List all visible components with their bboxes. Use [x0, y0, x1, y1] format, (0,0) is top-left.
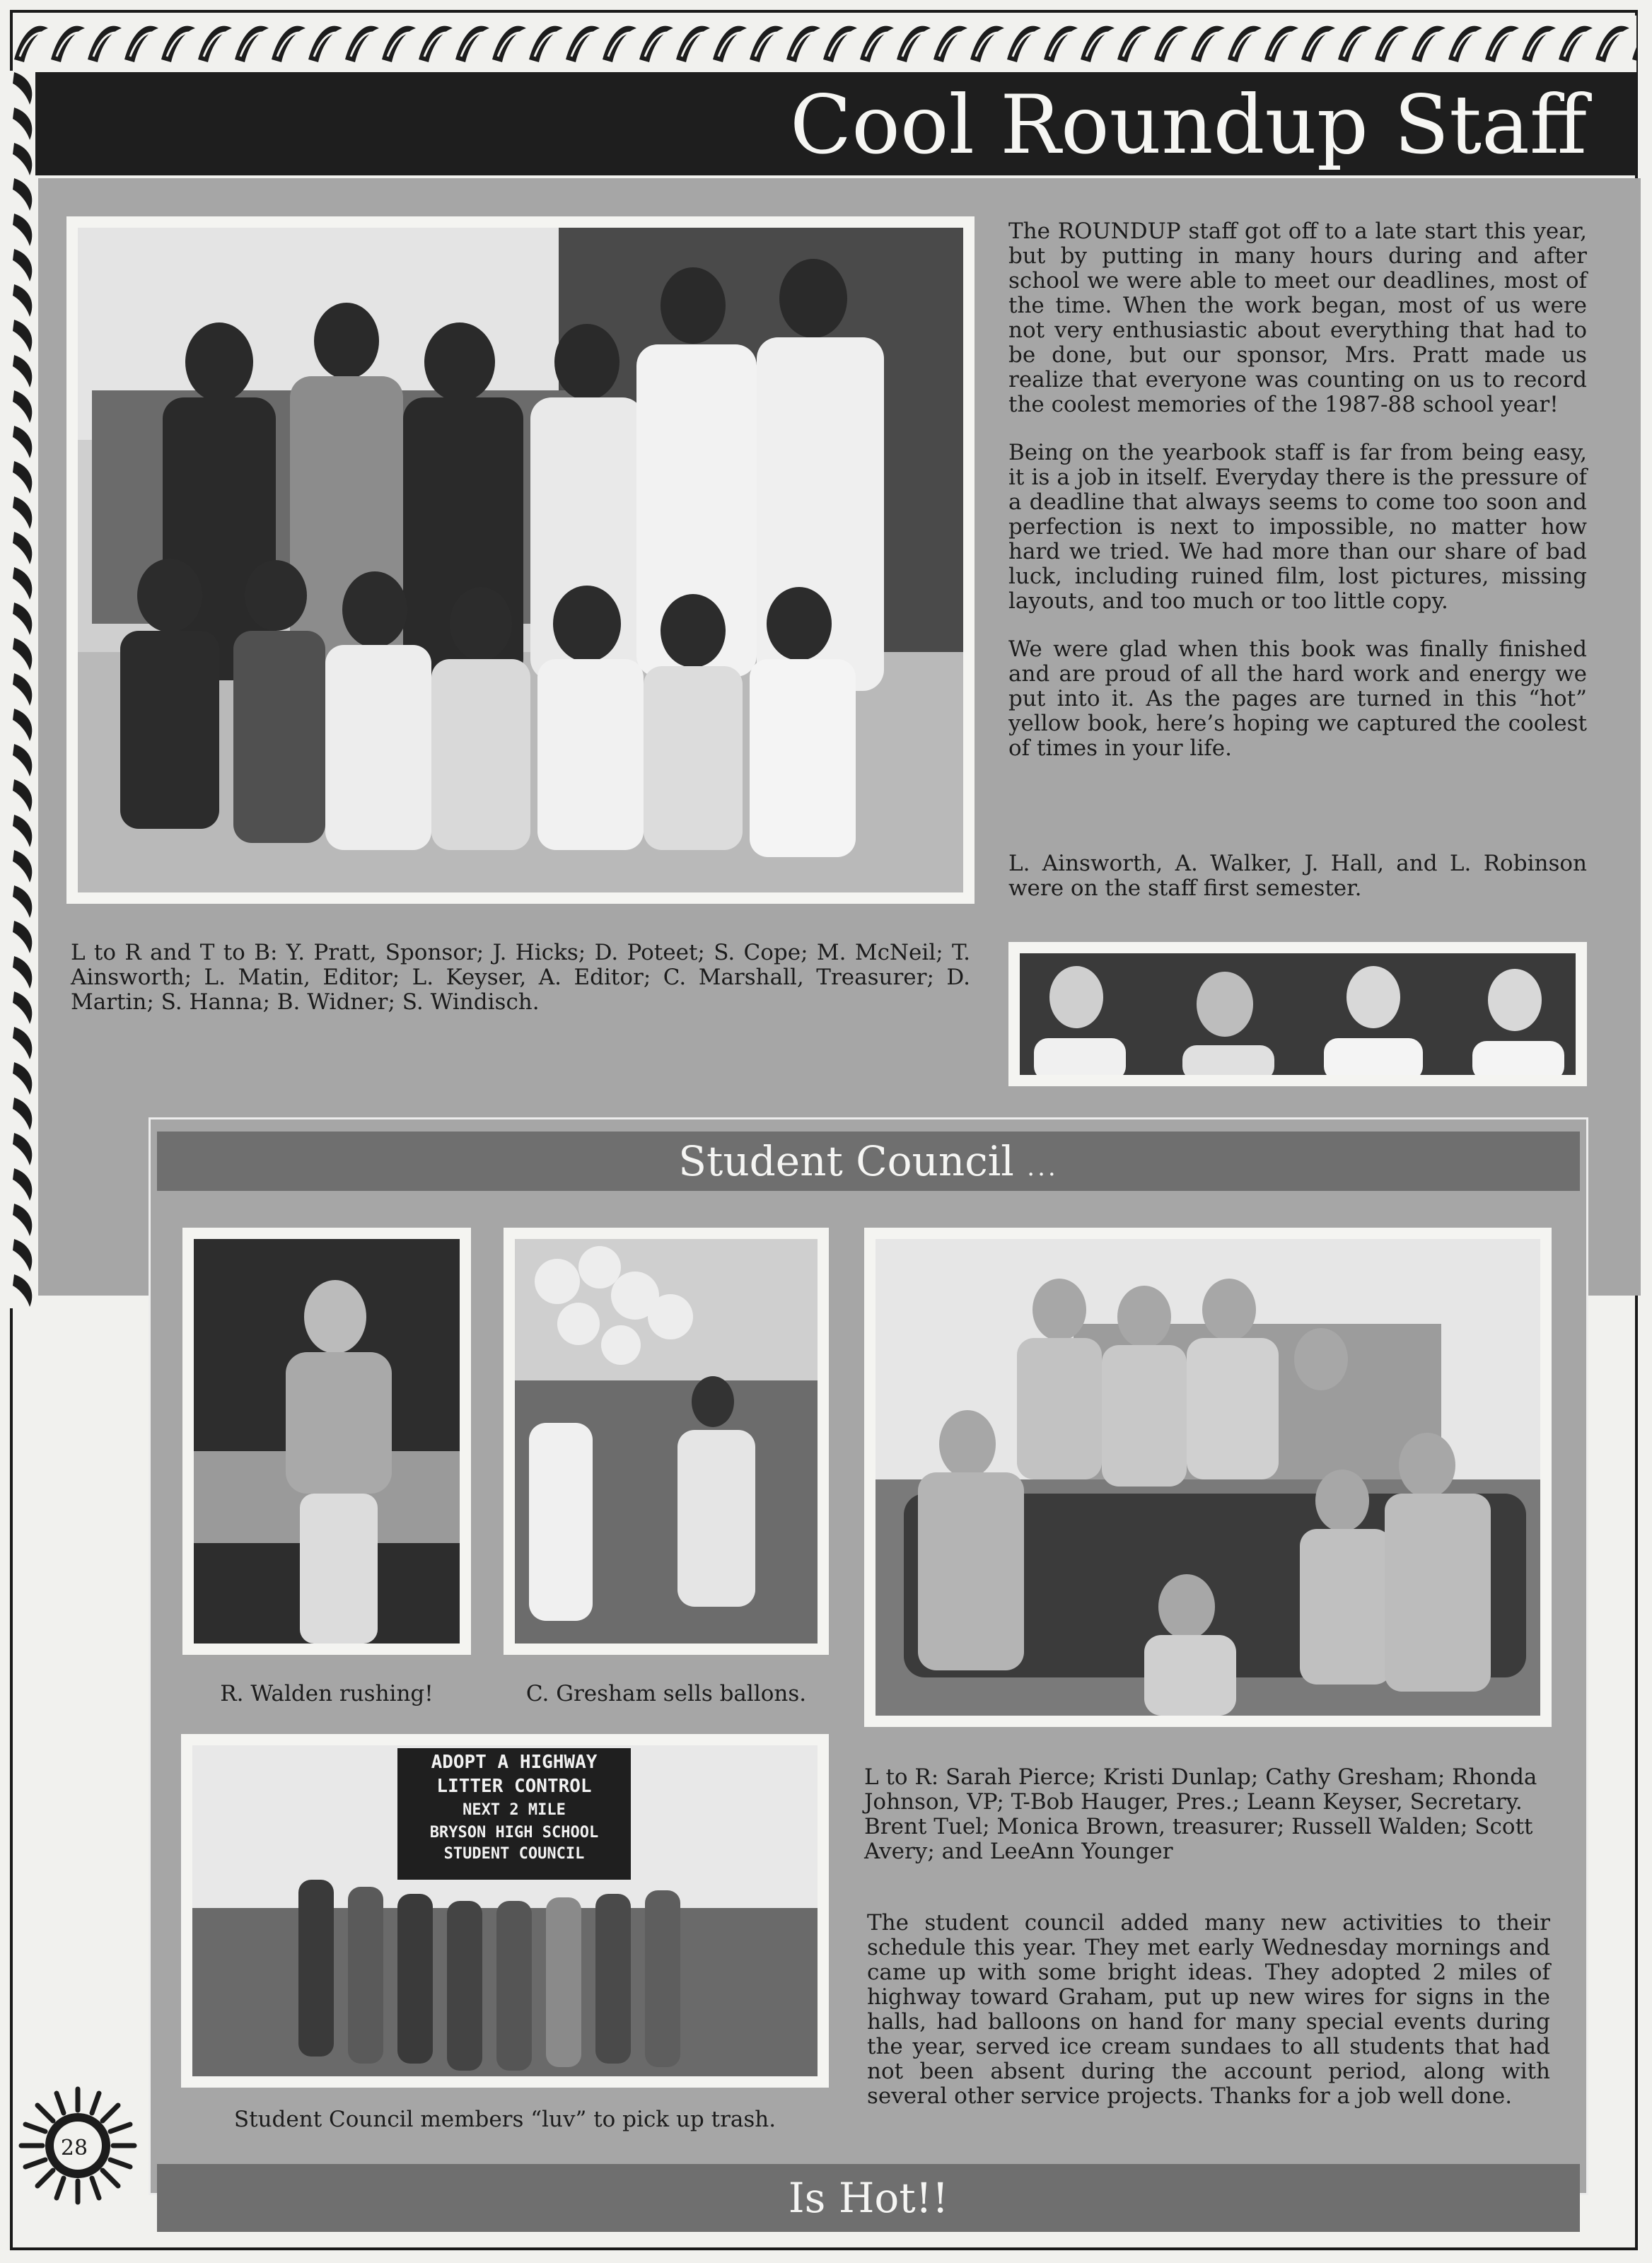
walden-photo	[182, 1228, 471, 1655]
roundup-article	[1008, 219, 1587, 784]
student-council-title: Student Council	[678, 1137, 1014, 1185]
first-semester-caption: L. Ainsworth, A. Walker, J. Hall, and L. Robinson were on the staff first semester.	[1008, 851, 1587, 901]
heading-dots: ...	[1027, 1153, 1059, 1182]
council-paragraph: The student council added many new activities to their schedule this year. They met early Wednesday mornings and came up with some bright ideas. They adopted 2 miles of highway toward Graham, put up new wires for signs in the halls, had balloons on hand for many special events during the year, served ice cream sundaes to all students that had not been absent during the account period, along with several other service projects. Thanks for a job well done.	[867, 1910, 1550, 2109]
highway-cleanup-photo	[181, 1734, 829, 2088]
student-council-heading	[157, 1132, 1580, 1191]
walden-caption: R. Walden rushing!	[220, 1681, 434, 1706]
gresham-caption: C. Gresham sells ballons.	[525, 1681, 807, 1706]
gresham-balloons-photo	[504, 1228, 829, 1655]
highway-caption: Student Council members “luv” to pick up trash.	[233, 2107, 776, 2132]
page-number: 28	[60, 2136, 88, 2160]
rope-border-top	[13, 16, 1636, 72]
first-semester-photo	[1008, 942, 1587, 1086]
council-article	[867, 1911, 1550, 2132]
roundup-paragraph-3: We were glad when this book was finally finished and are proud of all the hard work and energy we put into it. As the pages are turned in this “hot” yellow book, here’s hoping we captured the coolest of times in your life.	[1008, 636, 1587, 761]
council-group-photo	[864, 1228, 1552, 1727]
sign-line-5: STUDENT COUNCIL	[443, 1845, 585, 1863]
council-group-caption: L to R: Sarah Pierce; Kristi Dunlap; Cathy Gresham; Rhonda Johnson, VP; T-Bob Hauger, Pres.; Leann Keyser, Secretary. Brent Tuel; Monica Brown, treasurer; Russell Walden; Scott Avery; and LeeAnn Younger	[864, 1764, 1537, 1864]
staff-group-caption: L to R and T to B: Y. Pratt, Sponsor; J. Hicks; D. Poteet; S. Cope; M. McNeil; T. Ainsworth; L. Matin, Editor; L. Keyser, A. Editor; C. Marshall, Treasurer; D. Martin; S. Hanna; B. Widner; S. Windisch.	[71, 940, 970, 1015]
title-banner	[35, 72, 1636, 175]
roundup-paragraph-1: The ROUNDUP staff got off to a late start this year, but by putting in many hours during and after school we were able to meet our deadlines, most of the time. When the work began, most of us were not very enthusiastic about everything that had to be done, but our sponsor, Mrs. Pratt made us realize that everyone was counting on us to record the coolest memories of the 1987-88 school year!	[1008, 219, 1587, 417]
sign-line-4: BRYSON HIGH SCHOOL	[429, 1824, 599, 1842]
sign-line-3: NEXT 2 MILE	[463, 1801, 566, 1819]
staff-group-photo	[66, 216, 975, 904]
is-hot-banner: Is Hot!!	[157, 2164, 1580, 2232]
sign-line-2: LITTER CONTROL	[436, 1776, 592, 1797]
page-title: Cool Roundup Staff	[790, 78, 1587, 172]
rope-border-left	[10, 71, 38, 1308]
sign-line-1: ADOPT A HIGHWAY	[431, 1752, 598, 1773]
roundup-paragraph-2: Being on the yearbook staff is far from being easy, it is a job in itself. Everyday there is the pressure of a deadline that always seems to come too soon and perfection is next to impossible, no matter how hard we tried. We had more than our share of bad luck, including ruined film, lost pictures, missing layouts, and too much or too little copy.	[1008, 440, 1587, 614]
